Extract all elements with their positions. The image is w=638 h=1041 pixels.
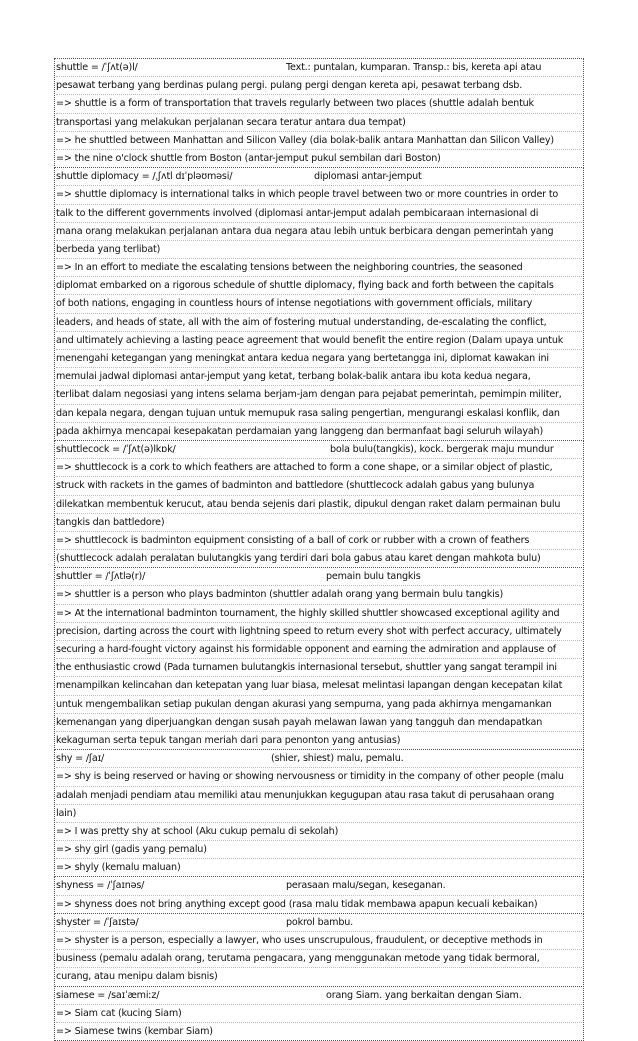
entry-text-line: pada akhirnya mencapai kesepakatan perdamaian yang langgeng dan bermanfaat bagi seluruh wilayah) bbox=[56, 425, 544, 437]
entry-shyness bbox=[54, 876, 584, 913]
entry-headword-line bbox=[56, 987, 582, 1005]
entry-text-line: => he shuttled between Manhattan and Silicon Valley (dia bolak-balik antara Manhattan dan Silicon Valley) bbox=[56, 132, 582, 150]
entry-headword-line bbox=[56, 568, 582, 586]
entry-text-line: => the nine o'clock shuttle from Boston (antar-jemput pukul sembilan dari Boston) bbox=[56, 152, 441, 164]
entry-text-line: kekaguman serta tepuk tangan meriah dari para penonton yang antusias) bbox=[56, 734, 401, 746]
entry-siamese bbox=[54, 986, 584, 1041]
entry-text-line: dan kepala negara, dengan tujuan untuk memupuk rasa saling pengertian, mengurangi eskalasi konflik, dan bbox=[56, 405, 582, 423]
entry-text-line: the enthusiastic crowd (Pada turnamen bulutangkis internasional tersebut, shuttler yang sangat terampil ini bbox=[56, 659, 582, 677]
headword-meaning: diplomasi antar-jemput bbox=[314, 171, 422, 183]
headword-meaning: orang Siam. yang berkaitan dengan Siam. bbox=[326, 989, 522, 1001]
entry-text-line: and ultimately achieving a lasting peace agreement that would benefit the entire region (Dalam upaya untuk bbox=[56, 332, 582, 350]
entry-text-line: => shuttlecock is badminton equipment consisting of a ball of cork or rubber with a crown of feathers bbox=[56, 532, 582, 550]
entry-text-line: menampilkan kelincahan dan ketepatan yang luar biasa, melesat melintasi lapangan dengan kecepatan kilat bbox=[56, 677, 582, 695]
entry-text-line: => shy girl (gadis yang pemalu) bbox=[56, 841, 582, 859]
entry-text-line: => In an effort to mediate the escalating tensions between the neighboring countries, the seasoned bbox=[56, 259, 582, 277]
entry-text-line: pesawat terbang yang berdinas pulang pergi. pulang pergi dengan kereta api, pesawat terbang dsb. bbox=[56, 77, 582, 95]
headword-term: shuttlecock = /ˈʃʌt(ə)lkɒk/ bbox=[56, 443, 176, 455]
entry-shuttler bbox=[54, 567, 584, 750]
headword-meaning: Text.: puntalan, kumparan. Transp.: bis, kereta api atau bbox=[286, 62, 542, 73]
dictionary-page bbox=[54, 59, 584, 1041]
entry-text-line: (shuttlecock adalah peralatan bulutangkis yang terdiri dari bola gabus atau karet dengan mahkota bulu) bbox=[56, 553, 541, 565]
entry-text-line: of both nations, engaging in countless hours of intense negotiations with government officials, military bbox=[56, 295, 582, 313]
headword-meaning: perasaan malu/segan, keseganan. bbox=[286, 880, 446, 892]
entry-headword-line bbox=[56, 441, 582, 459]
entry-text-line: => shyness does not bring anything except good (rasa malu tidak membawa apapun kecuali kebaikan) bbox=[56, 898, 538, 910]
entry-headword-line bbox=[56, 59, 582, 77]
entry-text-line: transportasi yang melakukan perjalanan secara teratur antara dua tempat) bbox=[56, 114, 582, 132]
entry-text-line: => Siam cat (kucing Siam) bbox=[56, 1005, 582, 1023]
entry-text-line: => shuttler is a person who plays badminton (shuttler adalah orang yang bermain bulu tangkis) bbox=[56, 586, 582, 604]
entry-headword-line bbox=[56, 877, 582, 895]
entry-text-line: untuk mengembalikan setiap pukulan dengan akurasi yang sempurna, yang pada akhirnya mengamankan bbox=[56, 696, 582, 714]
headword-term: siamese = /saɪˈæmiːz/ bbox=[56, 989, 160, 1001]
entry-shyster bbox=[54, 913, 584, 987]
entry-text-line: lain) bbox=[56, 805, 582, 823]
entry-text-line: => shyster is a person, especially a lawyer, who uses unscrupulous, fraudulent, or deceptive methods in bbox=[56, 932, 582, 950]
entry-text-line: => shyly (kemalu maluan) bbox=[56, 862, 181, 874]
entry-text-line: mana orang melakukan perjalanan antara dua negara atau lebih untuk berbicara dengan pemerintah yang bbox=[56, 223, 582, 241]
headword-term: shyness = /ˈʃaɪnəs/ bbox=[56, 880, 145, 892]
entry-shuttle-diplomacy bbox=[54, 167, 584, 441]
entry-headword-line bbox=[56, 914, 582, 932]
entry-text-line: menengahi ketegangan yang meningkat antara kedua negara yang bertetangga ini, diplomat kawakan ini bbox=[56, 350, 582, 368]
entry-shuttle bbox=[54, 58, 584, 168]
entry-text-line: => shuttlecock is a cork to which feathers are attached to form a cone shape, or a similar object of plastic, bbox=[56, 459, 582, 477]
entry-text-line: business (pemalu adalah orang, terutama pengacara, yang menggunakan metode yang tidak bermoral, bbox=[56, 950, 582, 968]
entry-text-line: => shuttle diplomacy is international talks in which people travel between two or more countries in order to bbox=[56, 186, 582, 204]
headword-term: shuttle = /ˈʃʌt(ə)l/ bbox=[56, 62, 138, 73]
headword-term: shuttler = /ˈʃʌtlə(r)/ bbox=[56, 571, 146, 583]
entry-text-line: curang, atau menipu dalam bisnis) bbox=[56, 971, 218, 983]
entry-shy bbox=[54, 749, 584, 877]
entry-text-line: struck with rackets in the games of badminton and battledore (shuttlecock adalah gabus yang bulunya bbox=[56, 477, 582, 495]
entry-text-line: => shuttle is a form of transportation that travels regularly between two places (shuttle adalah bentuk bbox=[56, 95, 582, 113]
entry-text-line: memulai jadwal diplomasi antar-jemput yang ketat, terbang bolak-balik antara ibu kota kedua negara, bbox=[56, 368, 582, 386]
entry-headword-line bbox=[56, 750, 582, 768]
headword-meaning: bola bulu(tangkis), kock. bergerak maju mundur bbox=[330, 443, 554, 455]
entry-headword-line bbox=[56, 168, 582, 186]
headword-term: shyster = /ˈʃaɪstə/ bbox=[56, 916, 139, 928]
entry-text-line: diplomat embarked on a rigorous schedule of shuttle diplomacy, flying back and forth between the capitals bbox=[56, 277, 582, 295]
entry-text-line: precision, darting across the court with lightning speed to return every shot with perfect accuracy, ultimately bbox=[56, 623, 582, 641]
headword-meaning: pokrol bambu. bbox=[286, 916, 354, 928]
headword-term: shy = /ʃaɪ/ bbox=[56, 753, 105, 765]
entry-text-line: leaders, and heads of state, all with the aim of fostering mutual understanding, de-escalating the conflict, bbox=[56, 314, 582, 332]
entry-text-line: kemenangan yang diperjuangkan dengan susah payah melawan lawan yang tangguh dan mendapatkan bbox=[56, 714, 582, 732]
entry-text-line: berbeda yang terlibat) bbox=[56, 241, 582, 259]
headword-meaning: (shier, shiest) malu, pemalu. bbox=[271, 753, 404, 765]
entry-text-line: tangkis dan battledore) bbox=[56, 514, 582, 532]
headword-meaning: pemain bulu tangkis bbox=[326, 571, 421, 583]
entry-text-line: => At the international badminton tournament, the highly skilled shuttler showcased exceptional agility and bbox=[56, 605, 582, 623]
entry-text-line: dilekatkan membentuk kerucut, atau benda sejenis dari plastik, dipukul dengan raket dalam permainan bulu bbox=[56, 496, 582, 514]
entry-text-line: => I was pretty shy at school (Aku cukup pemalu di sekolah) bbox=[56, 823, 582, 841]
entry-text-line: => shy is being reserved or having or showing nervousness or timidity in the company of other people (malu bbox=[56, 768, 582, 786]
entry-text-line: securing a hard-fought victory against his formidable opponent and earning the admiration and applause of bbox=[56, 641, 582, 659]
headword-term: shuttle diplomacy = /ˌʃʌtl dɪˈpləʊməsi/ bbox=[56, 171, 233, 183]
entry-text-line: adalah menjadi pendiam atau memiliki atau menunjukkan kegugupan atau rasa takut di perusahaan orang bbox=[56, 787, 582, 805]
entry-text-line: terlibat dalam negosiasi yang intens selama berjam-jam dengan para pejabat pemerintah, pemimpin militer, bbox=[56, 386, 582, 404]
entry-text-line: => Siamese twins (kembar Siam) bbox=[56, 1025, 213, 1037]
entry-shuttlecock bbox=[54, 440, 584, 568]
entry-text-line: talk to the different governments involved (diplomasi antar-jemput adalah pembicaraan internasional di bbox=[56, 205, 582, 223]
